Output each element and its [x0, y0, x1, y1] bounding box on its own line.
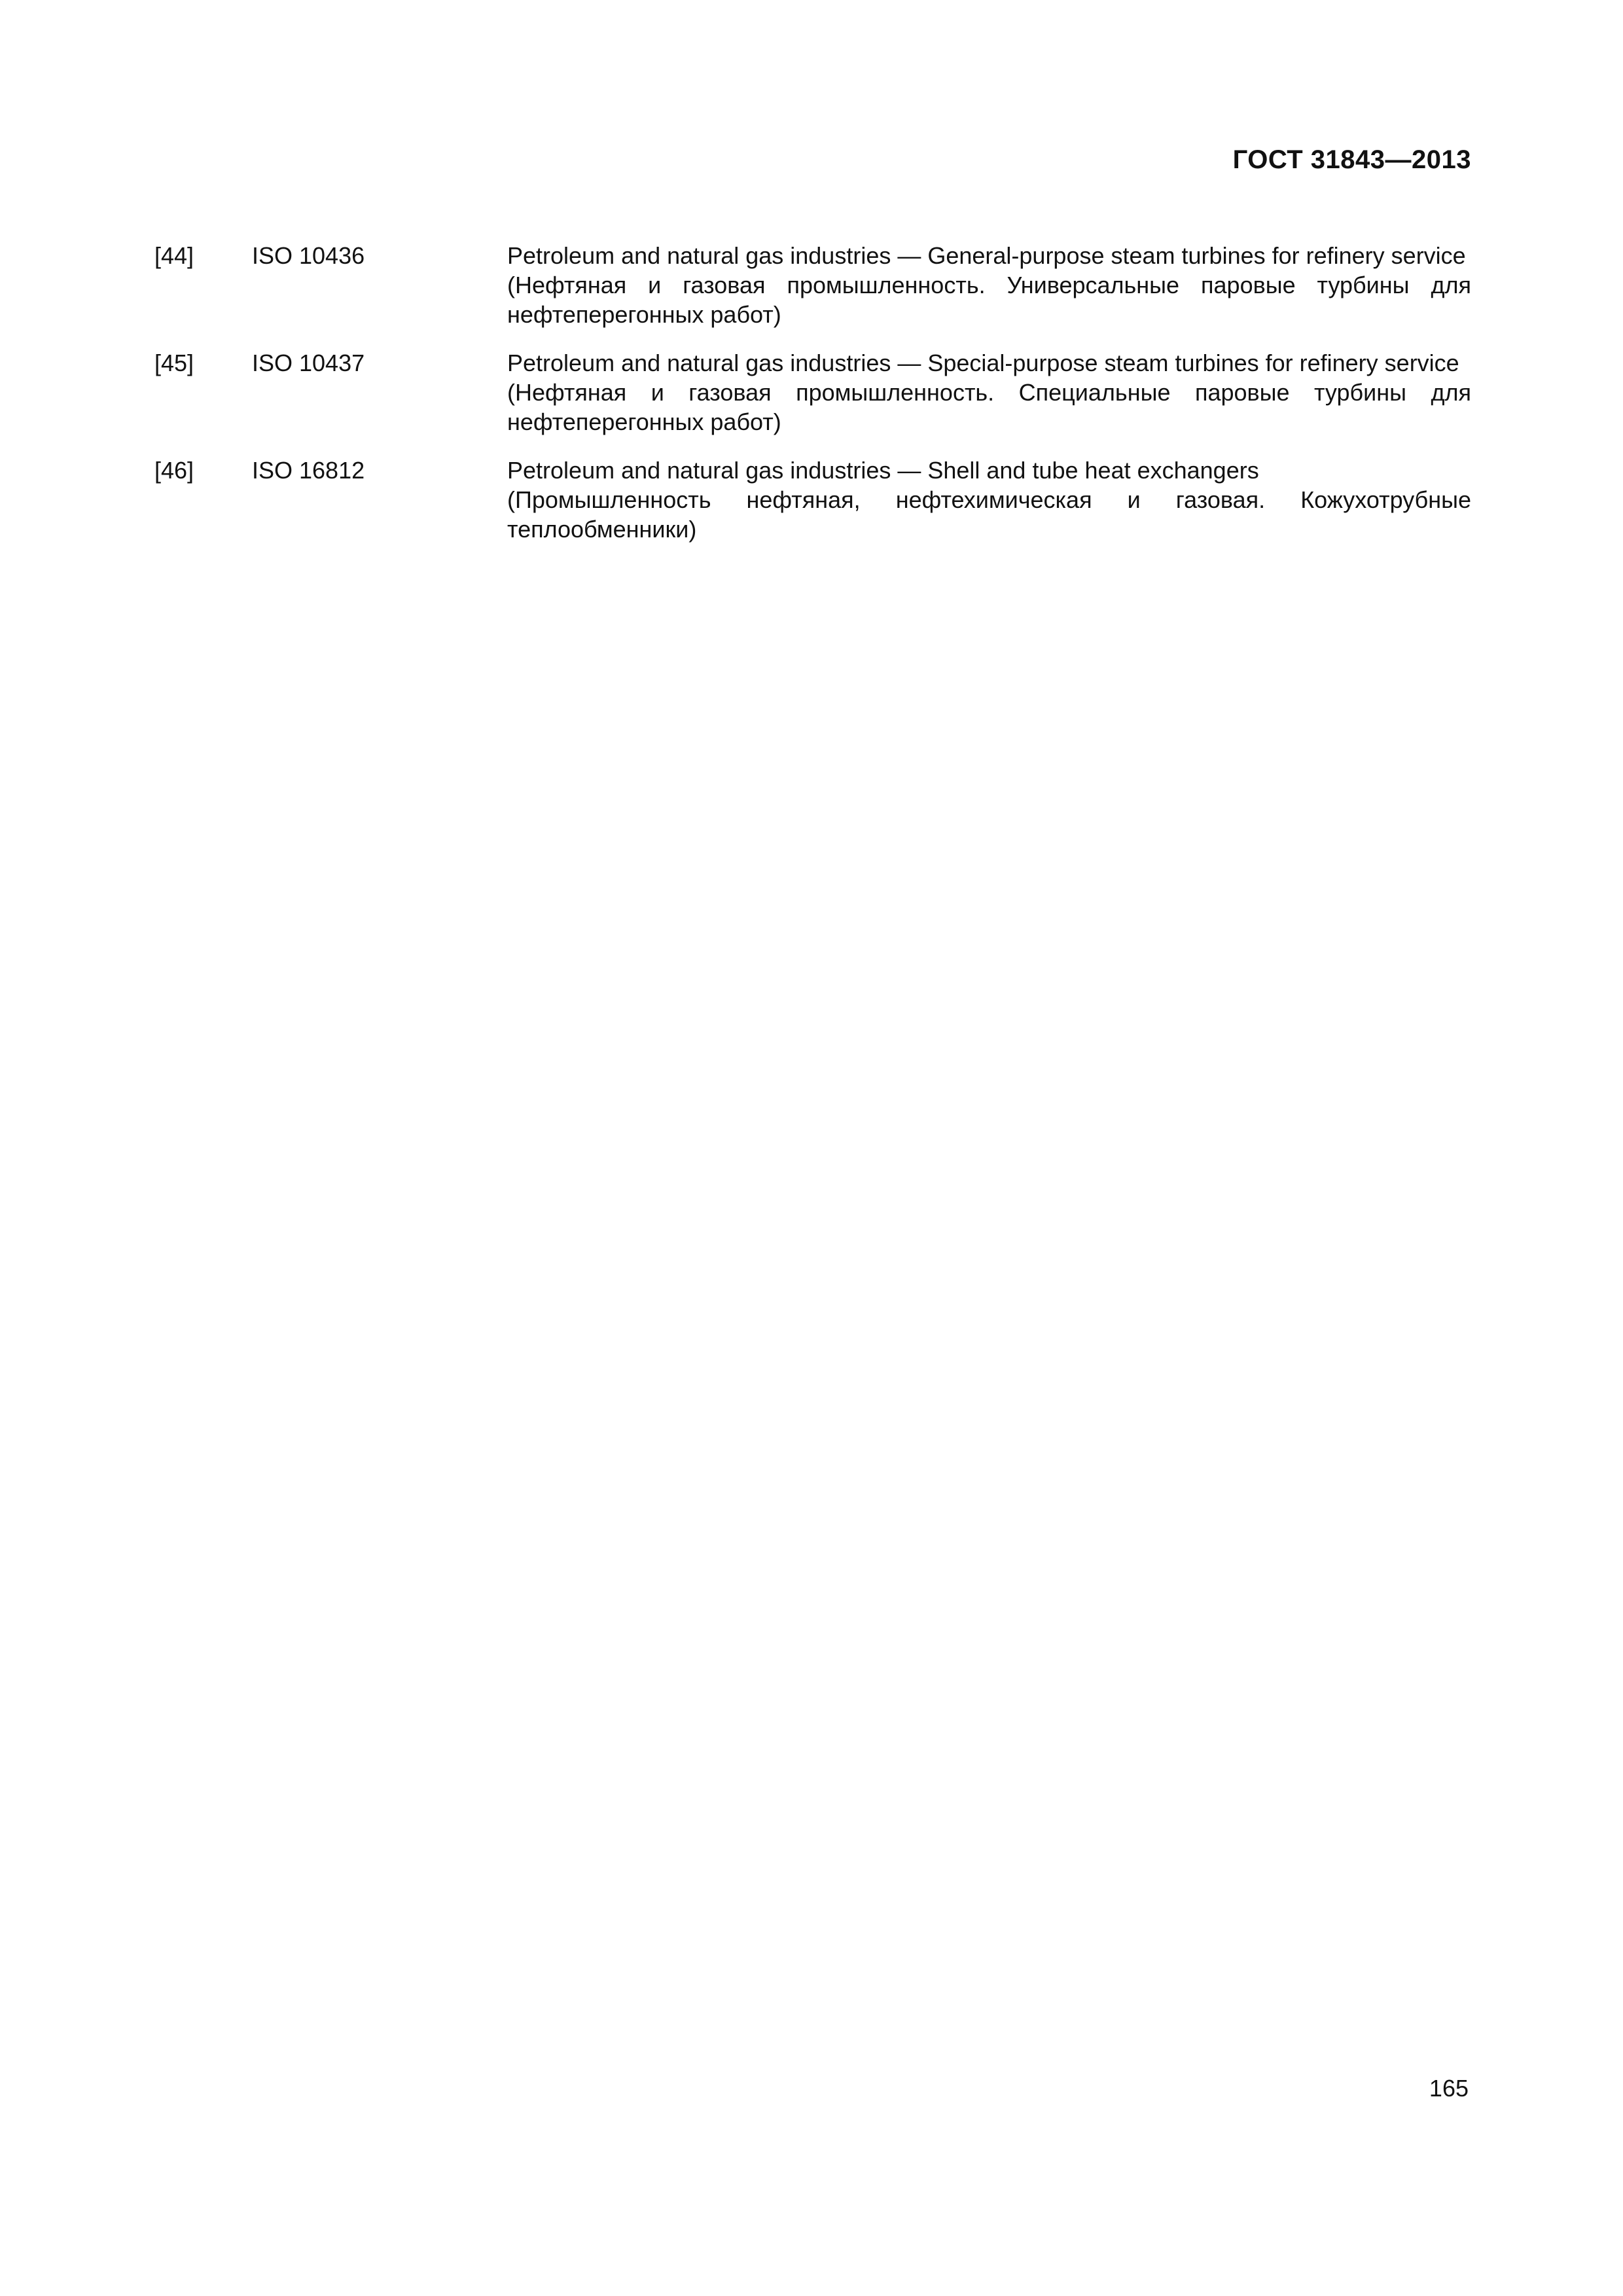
reference-description: [507, 241, 1471, 329]
standard-code: ISO 16812: [252, 457, 365, 484]
reference-title-en: Petroleum and natural gas industries — General-purpose steam turbines for refinery service: [507, 242, 1466, 269]
bibliography-entry: [154, 456, 1471, 544]
standard-code: ISO 10436: [252, 242, 365, 269]
page-number: 165: [1429, 2075, 1469, 2102]
reference-number: [46]: [154, 457, 194, 484]
reference-description: [507, 456, 1471, 544]
reference-number: [44]: [154, 242, 194, 269]
reference-title-ru: (Нефтяная и газовая промышленность. Универсальные паровые турбины для нефтеперегонных работ): [507, 272, 1471, 328]
bibliography-entry: [154, 348, 1471, 437]
reference-title-en: Petroleum and natural gas industries — Shell and tube heat exchangers: [507, 457, 1259, 484]
reference-description: [507, 348, 1471, 437]
document-header: ГОСТ 31843—2013: [1232, 145, 1471, 174]
reference-title-en: Petroleum and natural gas industries — Special-purpose steam turbines for refinery service: [507, 350, 1459, 376]
standard-code: ISO 10437: [252, 350, 365, 376]
reference-title-ru: (Промышленность нефтяная, нефтехимическая и газовая. Кожухотрубные теплообменники): [507, 486, 1471, 543]
reference-title-ru: (Нефтяная и газовая промышленность. Специальные паровые турбины для нефтеперегонных работ): [507, 379, 1471, 435]
bibliography-entry: [154, 241, 1471, 329]
reference-number: [45]: [154, 350, 194, 376]
bibliography-list: [154, 241, 1471, 563]
